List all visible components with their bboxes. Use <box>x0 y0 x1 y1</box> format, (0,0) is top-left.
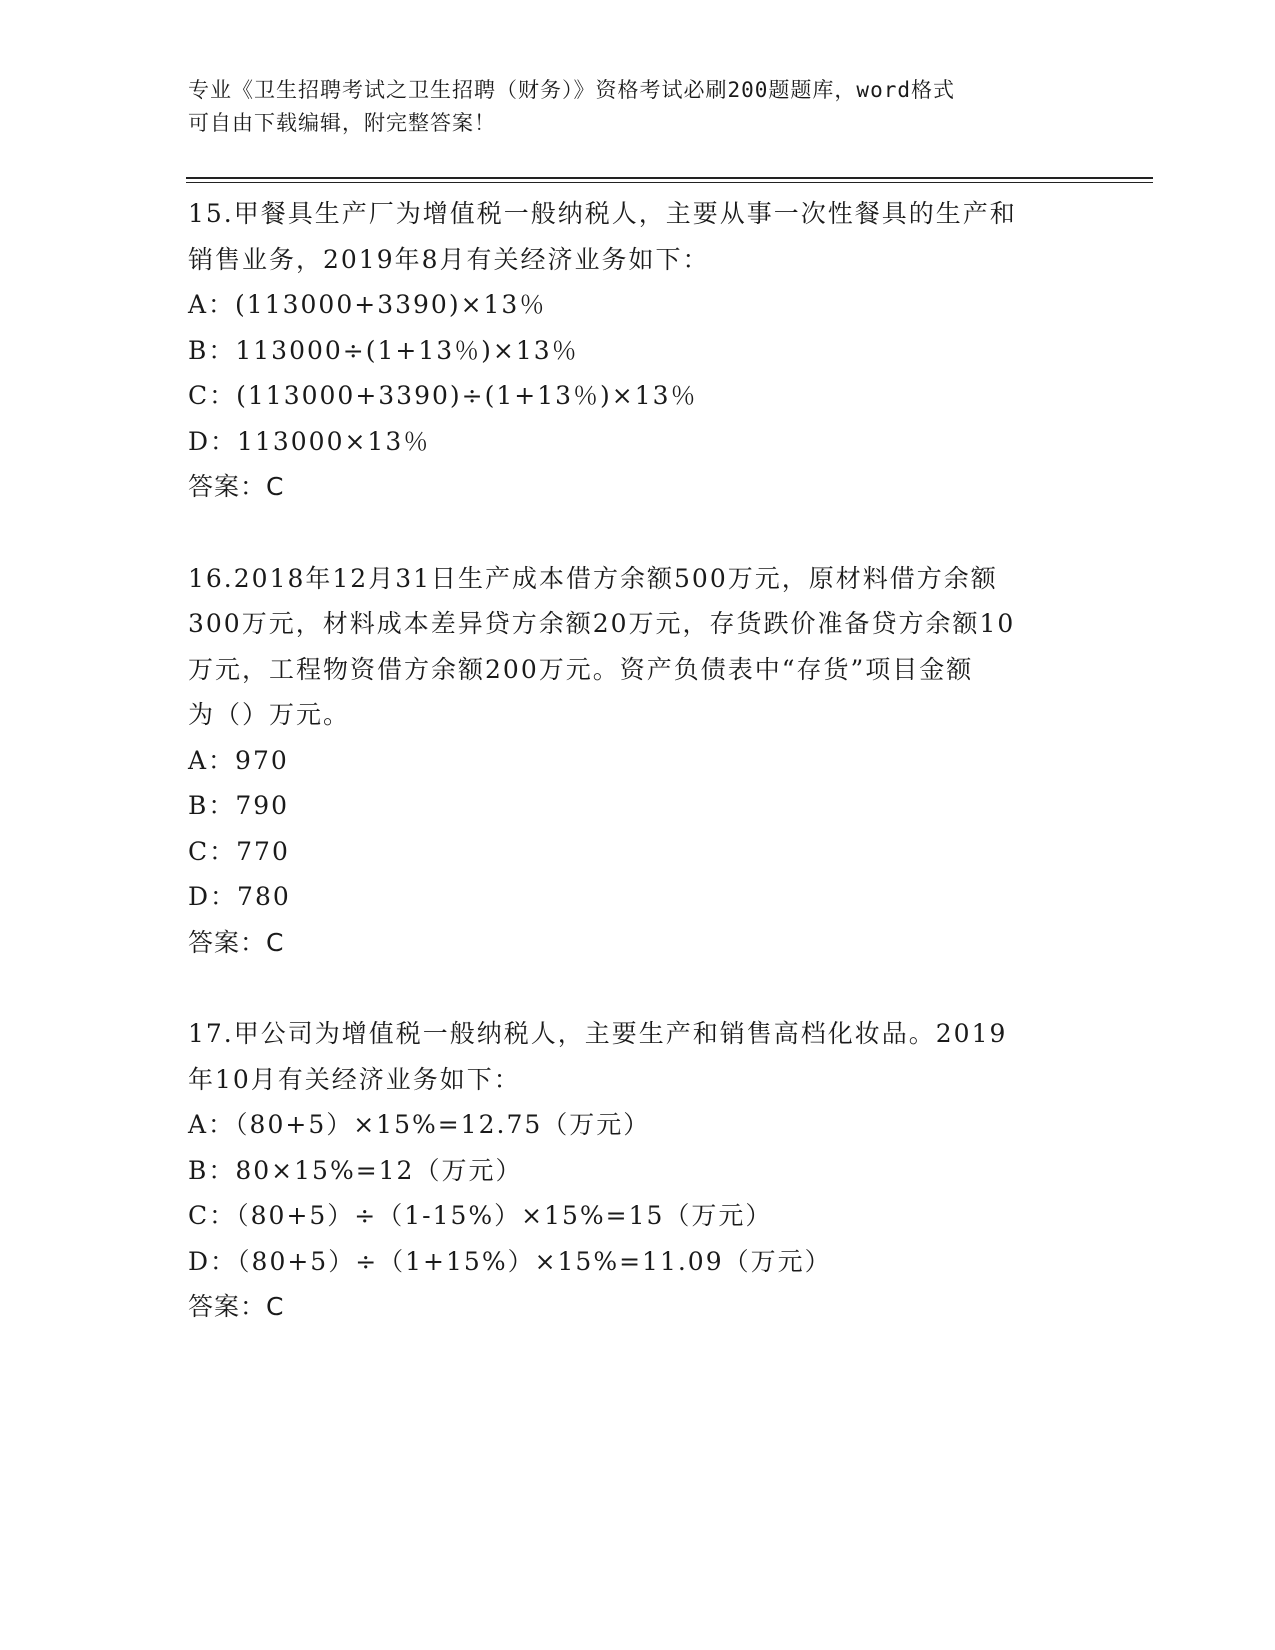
question-stem-line: 16.2018年12月31日生产成本借方余额500万元，原材料借方余额 <box>188 563 998 593</box>
question-16 <box>188 556 1088 966</box>
option-b: B：80×15%=12（万元） <box>188 1155 523 1185</box>
option-a: A：（80+5）×15%=12.75（万元） <box>188 1110 651 1139</box>
document-header <box>188 74 1088 140</box>
option-a: A：970 <box>188 745 289 775</box>
option-c: C：770 <box>188 836 290 866</box>
question-stem-line: 15.甲餐具生产厂为增值税一般纳税人，主要从事一次性餐具的生产和 <box>188 199 1017 228</box>
question-stem-line: 17.甲公司为增值税一般纳税人，主要生产和销售高档化妆品。2019 <box>188 1019 1008 1048</box>
answer-line: 答案：C <box>188 472 285 501</box>
question-15 <box>188 191 1088 510</box>
option-b: B：790 <box>188 791 290 820</box>
answer-line: 答案：C <box>188 927 285 957</box>
question-stem-line: 300万元，材料成本差异贷方余额20万元，存货跌价准备贷方余额10 <box>188 609 1016 638</box>
header-divider-thin <box>186 182 1153 183</box>
answer-line: 答案：C <box>188 1292 285 1321</box>
header-line-1: 专业《卫生招聘考试之卫生招聘（财务）》资格考试必刷200题题库，word格式 <box>188 78 955 102</box>
option-d: D：（80+5）÷（1+15%）×15%=11.09（万元） <box>188 1246 832 1276</box>
question-stem-line: 销售业务，2019年8月有关经济业务如下： <box>188 244 710 274</box>
question-list <box>188 191 1088 1376</box>
question-stem-line: 万元，工程物资借方余额200万元。资产负债表中“存货”项目金额 <box>188 654 974 684</box>
option-b: B：113000÷(1+13％)×13％ <box>188 335 579 365</box>
option-a: A：(113000+3390)×13％ <box>188 290 547 319</box>
question-stem-line: 年10月有关经济业务如下： <box>188 1064 521 1094</box>
option-c: C：（80+5）÷（1-15%）×15%=15（万元） <box>188 1201 773 1230</box>
header-divider-thick <box>186 177 1153 179</box>
question-stem-line: 为（）万元。 <box>188 700 351 729</box>
option-d: D：113000×13％ <box>188 426 431 456</box>
option-c: C：(113000+3390)÷(1+13％)×13％ <box>188 381 698 410</box>
header-line-2: 可自由下载编辑，附完整答案！ <box>188 111 496 135</box>
question-17 <box>188 1011 1088 1330</box>
option-d: D：780 <box>188 882 291 911</box>
